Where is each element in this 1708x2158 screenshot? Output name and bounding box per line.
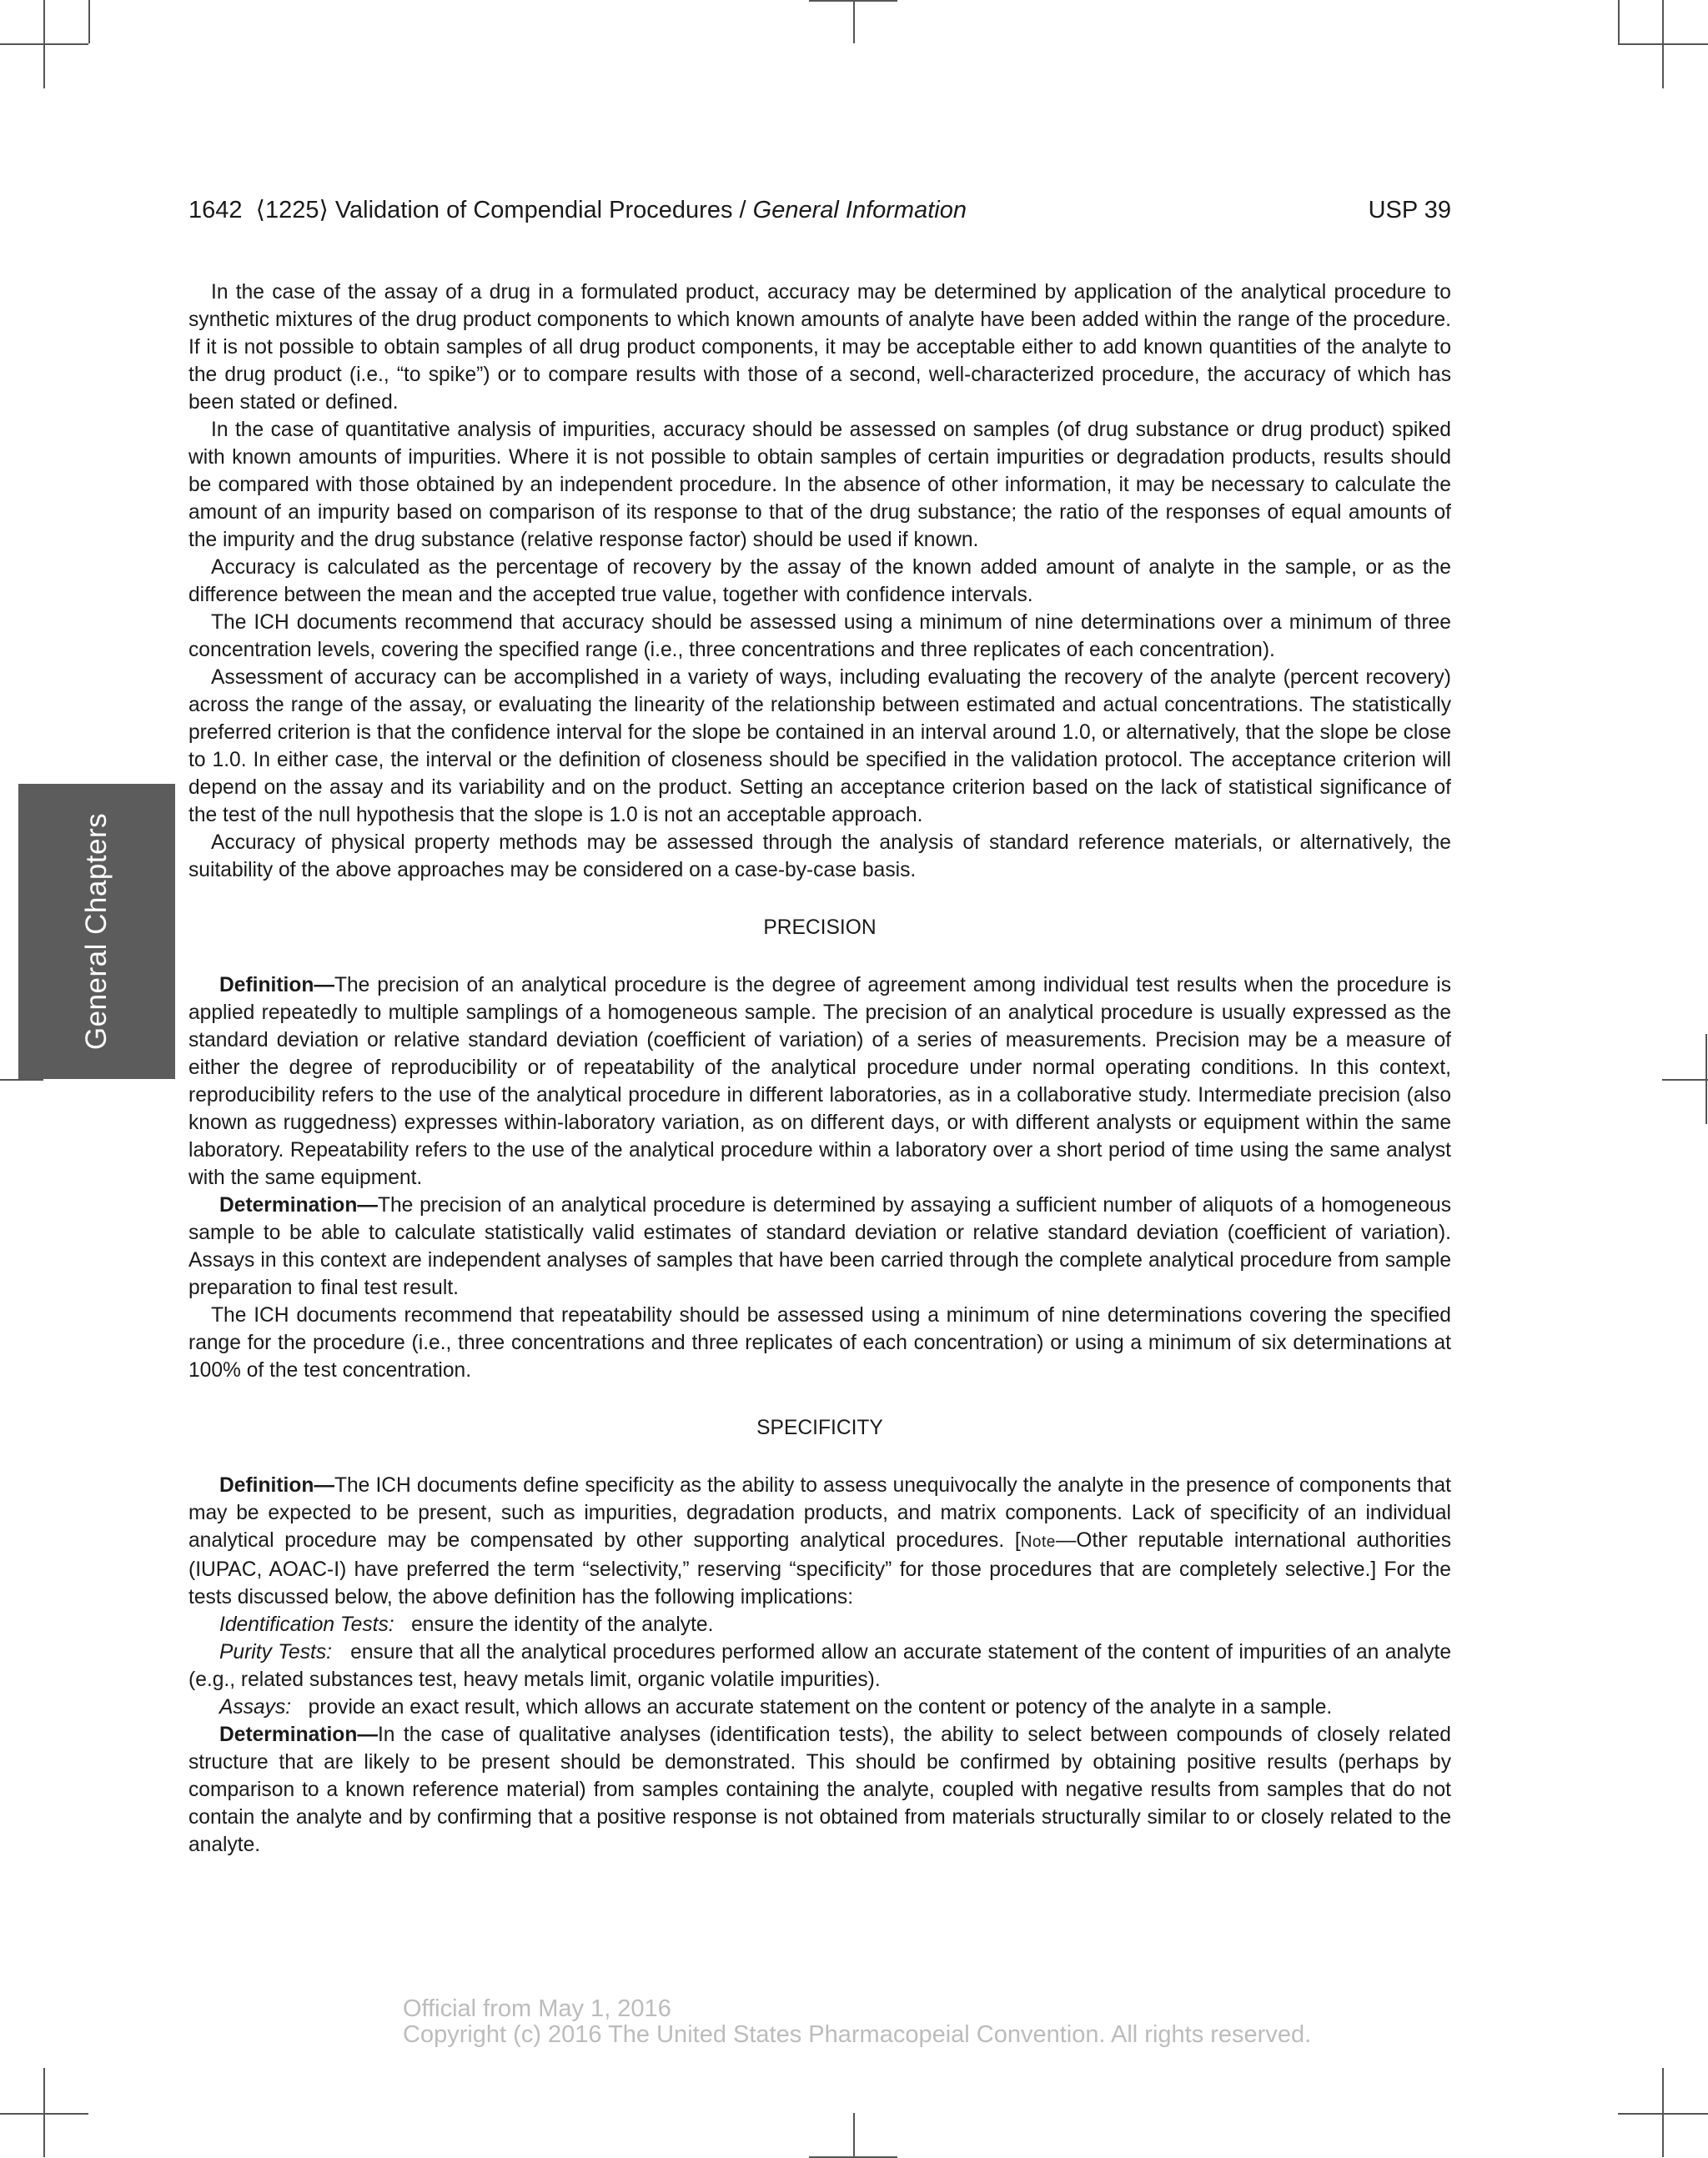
official-date: Official from May 1, 2016 [403, 1995, 671, 2022]
paragraph: Accuracy of physical property methods may be assessed through the analysis of standard reference materials, or alternatively, the suitability of the above approaches may be considered on a case-by-case basis. [188, 831, 1451, 881]
crop-mark [88, 0, 90, 43]
book-edition: USP 39 [1368, 197, 1451, 223]
term-label: Determination— [219, 1724, 378, 1746]
paragraph: The ICH documents recommend that accuracy should be assessed using a minimum of nine determinations over a minimum of three concentration levels, covering the specified range (i.e., three concentrations and three replicates of each concentration). [188, 611, 1451, 661]
running-header [188, 193, 1451, 227]
paragraph: Assays: provide an exact result, which allows an accurate statement on the content or potency of the analyte in a sample. [219, 1696, 1333, 1719]
paragraph: The ICH documents recommend that repeatability should be assessed using a minimum of nine determinations covering the specified range for the procedure (i.e., three concentrations and three replicates of each concentration) or using a minimum of six determinations at 100% of the test concentration. [188, 1304, 1451, 1382]
crop-mark [0, 2113, 88, 2115]
side-tab-label: General Chapters [80, 812, 113, 1051]
term-label: Purity Tests: [219, 1641, 332, 1664]
chapter-title: ⟨1225⟩ Validation of Compendial Procedures / [255, 197, 746, 223]
crop-mark [43, 0, 45, 88]
copyright-footer [403, 1996, 1311, 2048]
paragraph: Definition—The ICH documents define specificity as the ability to assess unequivocally the analyte in the presence of components that may be expected to be present, such as impurities, degradation products, and matrix components. Lack of specificity of an individual analytical procedure may be compensated by other supporting analytical procedures. [Note—Other reputable international authorities (IUPAC, AOAC-I) have preferred the term “selectivity,” reserving “specificity” for those procedures that are completely selective.] For the tests discussed below, the above definition has the following implications: [188, 1474, 1451, 1608]
term-label: Assays: [219, 1696, 292, 1719]
paragraph: In the case of the assay of a drug in a formulated product, accuracy may be determined by application of the analytical procedure to synthetic mixtures of the drug product components to which known amounts of analyte have been added within the range of the procedure. If it is not possible to obtain samples of all drug product components, it may be acceptable either to add known quantities of the analyte to the drug product (i.e., “to spike”) or to compare results with those of a second, well-characterized procedure, the accuracy of which has been stated or defined. [188, 281, 1451, 414]
term-label: Definition— [219, 1474, 334, 1497]
crop-mark [853, 0, 855, 43]
paragraph: In the case of quantitative analysis of impurities, accuracy should be assessed on samples (of drug substance or drug product) spiked with known amounts of impurities. Where it is not possible to obtain samples of certain impurities or degradation products, results should be compared with those obtained by an independent procedure. In the absence of other information, it may be necessary to calculate the amount of an impurity based on comparison of its response to that of the drug substance; the ratio of the responses of equal amounts of the impurity and the drug substance (relative response factor) should be used if known. [188, 419, 1451, 551]
crop-mark [0, 1079, 43, 1081]
crop-mark [1618, 0, 1620, 43]
paragraph: Determination—The precision of an analytical procedure is determined by assaying a sufficient number of aliquots of a homogeneous sample to be able to calculate statistically valid estimates of standard deviation or relative standard deviation (coefficient of variation). Assays in this context are independent analyses of samples that have been carried through the complete analytical procedure from sample preparation to final test result. [188, 1194, 1451, 1299]
page-number: 1642 [188, 197, 243, 223]
document-body [188, 279, 1451, 1859]
paragraph: Purity Tests: ensure that all the analytical procedures performed allow an accurate statement of the content of impurities of an analyte (e.g., related substances test, heavy metals limit, organic volatile impurities). [188, 1641, 1451, 1691]
side-tab [18, 784, 175, 1079]
paragraph: Determination—In the case of qualitative analyses (identification tests), the ability to select between compounds of closely related structure that are likely to be present should be demonstrated. This should be confirmed by obtaining positive results (perhaps by comparison to a known reference material) from samples containing the analyte, coupled with negative results from samples that do not contain the analyte and by confirming that a positive response is not obtained from materials structurally similar to or closely related to the analyte. [188, 1724, 1451, 1856]
paragraph: Definition—The precision of an analytical procedure is the degree of agreement among individual test results when the procedure is applied repeatedly to multiple samplings of a homogeneous sample. The precision of an analytical procedure is usually expressed as the standard deviation or relative standard deviation (coefficient of variation) of a series of measurements. Precision may be a measure of either the degree of reproducibility or of repeatability of the analytical procedure under normal operating conditions. In this context, reproducibility refers to the use of the analytical procedure in different laboratories, as in a collaborative study. Intermediate precision (also known as ruggedness) expresses within-laboratory variation, as on different days, or with different analysts or equipment within the same laboratory. Repeatability refers to the use of the analytical procedure within a laboratory over a short period of time using the same analyst with the same equipment. [188, 974, 1451, 1189]
copyright-notice: Copyright (c) 2016 The United States Pharmacopeial Convention. All rights reserved. [403, 2021, 1312, 2048]
section-name: General Information [752, 197, 967, 223]
paragraph: Assessment of accuracy can be accomplished in a variety of ways, including evaluating the recovery of the analyte (percent recovery) across the range of the assay, or evaluating the linearity of the relationship between estimated and actual concentrations. The statistically preferred criterion is that the confidence interval for the slope be contained in an interval around 1.0, or alternatively, that the slope be close to 1.0. In either case, the interval or the definition of closeness should be specified in the validation protocol. The acceptance criterion will depend on the assay and its variability and on the product. Setting an acceptance criterion based on the lack of statistical significance of the test of the null hypothesis that the slope is 1.0 is not an acceptable approach. [188, 666, 1451, 826]
note-label: Note [1020, 1533, 1056, 1551]
paragraph: Identification Tests: ensure the identity of the analyte. [219, 1613, 714, 1636]
term-label: Definition— [219, 974, 334, 996]
crop-mark [1662, 1079, 1708, 1081]
crop-mark [853, 2113, 855, 2157]
paragraph: Accuracy is calculated as the percentage of recovery by the assay of the known added amount of analyte in the sample, or as the difference between the mean and the accepted true value, together with confidence intervals. [188, 556, 1451, 606]
crop-mark [1618, 2113, 1708, 2115]
term-label: Determination— [219, 1194, 378, 1217]
crop-mark [809, 0, 897, 2]
section-heading-specificity: SPECIFICITY [756, 1417, 883, 1439]
term-label: Identification Tests: [219, 1613, 394, 1636]
section-heading-precision: PRECISION [763, 916, 877, 939]
crop-mark [1662, 0, 1664, 88]
